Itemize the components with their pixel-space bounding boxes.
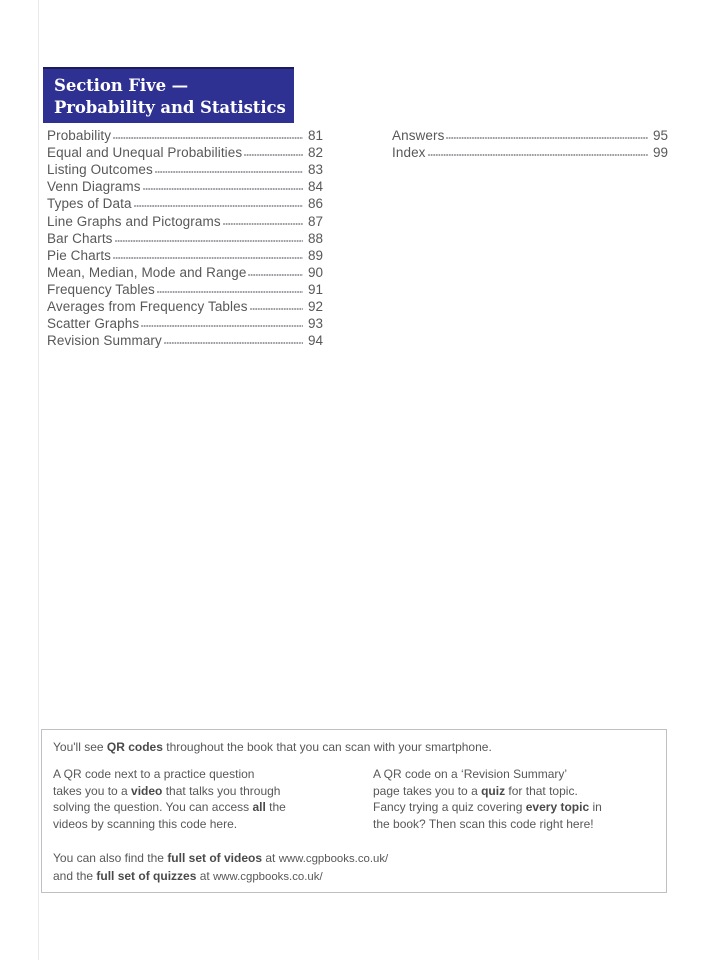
toc-entry-page-number: 92 — [307, 299, 323, 315]
qr-video-line-3-before: solving the question. You can access — [53, 800, 253, 814]
qr-video-line-2-before: takes you to a — [53, 783, 132, 798]
toc-entry-page-number: 94 — [307, 333, 323, 349]
toc-entry-page-number: 95 — [652, 128, 668, 144]
contents-right-column — [392, 127, 668, 161]
toc-entry[interactable] — [47, 315, 323, 332]
toc-entry[interactable] — [47, 127, 323, 144]
videos-url[interactable]: www.cgpbooks.co.uk/ — [278, 853, 389, 865]
contents-left-column — [47, 127, 323, 349]
qr-quiz-line-3-after: in — [589, 800, 602, 814]
qr-footer-line-2-before: and the — [53, 868, 97, 883]
toc-entry[interactable] — [47, 178, 323, 195]
qr-quiz-line-2-before: page takes you to a — [373, 783, 482, 798]
qr-quiz-line-3 — [373, 799, 657, 816]
qr-footer-line-1-after: at — [262, 851, 279, 865]
toc-entry-title: Line Graphs and Pictograms — [47, 213, 221, 229]
toc-entry[interactable] — [47, 230, 323, 247]
toc-dot-leader — [244, 152, 303, 157]
toc-entry[interactable] — [47, 195, 323, 212]
toc-entry-page-number: 93 — [307, 316, 323, 332]
toc-entry-title: Listing Outcomes — [47, 162, 153, 178]
qr-video-line-4: videos by scanning this code here. — [53, 816, 238, 831]
page-edge-rule — [38, 0, 39, 960]
qr-info-box — [41, 729, 667, 893]
toc-entry[interactable] — [47, 161, 323, 178]
toc-entry[interactable] — [47, 332, 323, 349]
qr-quiz-line-2-bold: quiz — [481, 783, 506, 798]
qr-quiz-line-3-bold: every topic — [525, 800, 590, 814]
toc-entry-page-number: 88 — [307, 230, 323, 246]
qr-quiz-column — [373, 766, 657, 832]
qr-intro-bold: QR codes — [106, 740, 163, 754]
qr-footer-text — [53, 850, 388, 885]
qr-quiz-paragraph — [373, 766, 657, 832]
toc-entry-title: Answers — [392, 128, 445, 144]
toc-dot-leader — [164, 340, 303, 345]
qr-video-line-1: A QR code next to a practice question — [53, 767, 255, 781]
toc-entry-page-number: 86 — [307, 196, 323, 212]
toc-entry-page-number: 87 — [307, 213, 323, 229]
toc-dot-leader — [134, 203, 303, 208]
toc-entry-title: Mean, Median, Mode and Range — [47, 264, 247, 280]
toc-dot-leader — [115, 238, 303, 243]
quizzes-url[interactable]: www.cgpbooks.co.uk/ — [213, 870, 323, 883]
section-banner-line-2: Probability and Statistics — [54, 98, 286, 117]
qr-intro-after: throughout the book that you can scan with your smartphone. — [162, 740, 492, 754]
qr-footer-line-1 — [53, 850, 388, 868]
toc-entry-title: Probability — [47, 128, 112, 144]
toc-entry[interactable] — [47, 264, 323, 281]
toc-entry[interactable] — [47, 144, 323, 161]
toc-dot-leader — [143, 186, 303, 191]
qr-video-line-3-bold: all — [252, 800, 266, 814]
toc-entry-title: Frequency Tables — [47, 281, 155, 297]
toc-entry[interactable] — [47, 281, 323, 298]
qr-intro-text — [53, 739, 492, 756]
section-banner-line-1: Section Five — — [54, 76, 189, 95]
toc-dot-leader — [141, 323, 303, 328]
toc-entry-title: Pie Charts — [47, 247, 112, 263]
toc-entry-page-number: 90 — [307, 264, 323, 280]
qr-video-line-3-after: the — [265, 800, 286, 814]
qr-footer-line-1-before: You can also find the — [53, 851, 168, 865]
toc-entry[interactable] — [392, 127, 668, 144]
toc-entry[interactable] — [47, 298, 323, 315]
qr-quiz-line-4: the book? Then scan this code right here! — [373, 816, 594, 831]
section-banner — [43, 67, 294, 123]
qr-video-line-2-bold: video — [131, 783, 163, 798]
toc-entry-page-number: 84 — [307, 179, 323, 195]
toc-dot-leader — [428, 152, 648, 157]
qr-quiz-line-2 — [373, 783, 657, 800]
toc-entry-page-number: 82 — [307, 145, 323, 161]
qr-video-paragraph — [53, 766, 373, 832]
toc-dot-leader — [250, 306, 303, 311]
qr-footer-line-2-after: at — [196, 868, 214, 883]
toc-entry-page-number: 91 — [307, 281, 323, 297]
toc-entry-title: Venn Diagrams — [47, 179, 141, 195]
toc-dot-leader — [157, 289, 303, 294]
qr-video-line-3 — [53, 799, 373, 816]
toc-dot-leader — [113, 255, 303, 260]
toc-entry-page-number: 83 — [307, 162, 323, 178]
toc-dot-leader — [248, 272, 303, 277]
toc-entry-page-number: 81 — [307, 128, 323, 144]
qr-quiz-line-2-after: for that topic. — [505, 783, 578, 798]
toc-entry-title: Revision Summary — [47, 333, 162, 349]
toc-entry-page-number: 89 — [307, 247, 323, 263]
toc-entry-title: Types of Data — [47, 196, 132, 212]
toc-entry-title: Averages from Frequency Tables — [47, 299, 248, 315]
toc-entry-title: Index — [392, 145, 426, 161]
toc-dot-leader — [113, 135, 303, 140]
qr-video-line-2-after: that talks you through — [162, 783, 281, 798]
qr-columns — [53, 766, 657, 832]
qr-footer-line-1-bold: full set of videos — [167, 851, 262, 865]
qr-video-column — [53, 766, 373, 832]
qr-quiz-line-3-before: Fancy trying a quiz covering — [373, 800, 526, 814]
toc-entry[interactable] — [47, 212, 323, 229]
toc-entry-title: Bar Charts — [47, 230, 113, 246]
toc-entry-page-number: 99 — [652, 145, 668, 161]
qr-video-line-2 — [53, 783, 373, 800]
toc-entry[interactable] — [47, 247, 323, 264]
toc-entry-title: Scatter Graphs — [47, 316, 140, 332]
qr-quiz-line-1: A QR code on a ‘Revision Summary’ — [373, 767, 568, 781]
qr-footer-line-2-bold: full set of quizzes — [96, 868, 197, 883]
toc-dot-leader — [446, 135, 648, 140]
qr-intro-before: You'll see — [53, 740, 107, 754]
toc-dot-leader — [155, 169, 303, 174]
toc-entry[interactable] — [392, 144, 668, 161]
toc-entry-title: Equal and Unequal Probabilities — [47, 145, 243, 161]
toc-dot-leader — [223, 221, 303, 226]
qr-footer-line-2 — [53, 868, 388, 886]
